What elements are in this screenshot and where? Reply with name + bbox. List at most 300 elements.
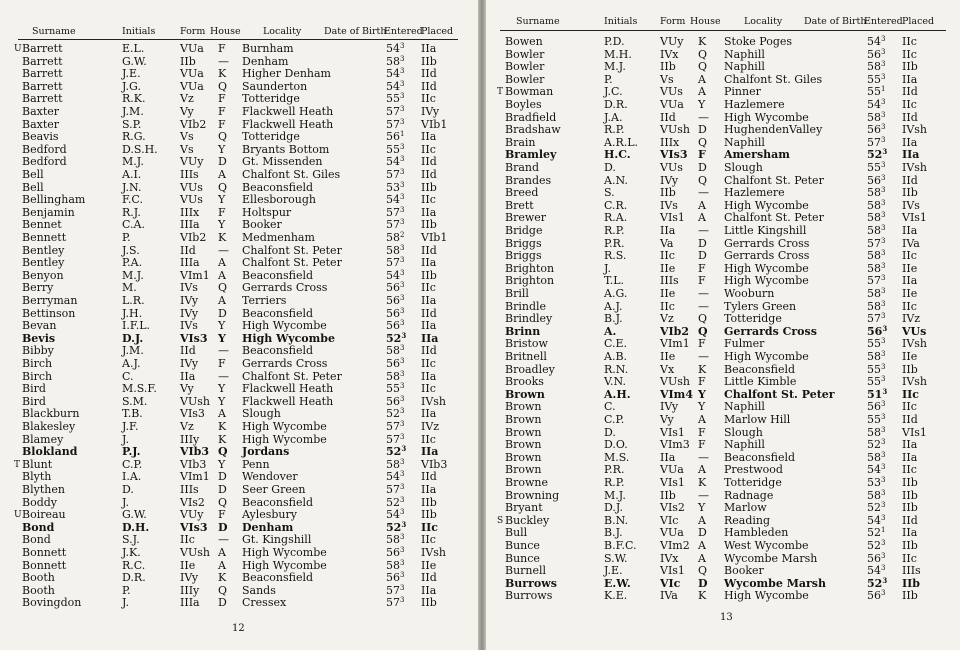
row-entered-term: 3 [881, 350, 886, 358]
row-initials: D.S.H. [122, 142, 158, 156]
register-row [486, 137, 960, 149]
row-surname: Berry [22, 281, 54, 295]
row-form: IVx [660, 551, 679, 565]
row-entered: $57^3$ [386, 117, 405, 131]
row-initials: J.M. [122, 105, 144, 118]
row-initials: R.J. [122, 205, 141, 219]
row-placed: IIIs [902, 564, 921, 578]
row-form: IId [660, 110, 676, 124]
row-surname: Brooks [505, 375, 544, 389]
row-house: Q [698, 564, 708, 578]
row-locality: Aylesbury [242, 508, 297, 522]
row-house: K [698, 35, 707, 48]
header-locality: Locality [263, 26, 302, 37]
row-house: F [698, 425, 706, 439]
row-entered-term: 3 [400, 168, 405, 176]
row-surname: Bramley [505, 148, 557, 162]
row-locality: Chalfont St. Peter [242, 256, 342, 270]
row-form: VIs2 [660, 501, 685, 515]
row-entered: $55^3$ [867, 362, 886, 376]
register-row [486, 238, 960, 250]
row-initials: J.G. [122, 79, 141, 93]
row-form: VIs1 [660, 425, 685, 439]
row-entered: $55^1$ [867, 85, 886, 99]
row-initials: D. [604, 425, 616, 439]
row-placed: IId [421, 243, 437, 257]
row-entered: $53^3$ [867, 476, 886, 489]
register-row [486, 301, 960, 313]
row-entered-term: 3 [881, 60, 886, 69]
row-locality: Flackwell Heath [242, 394, 334, 408]
register-row [486, 575, 960, 590]
row-entered: $54^3$ [867, 35, 886, 48]
row-entered-term: 3 [881, 161, 886, 169]
row-form: Vy [660, 413, 674, 426]
row-initials: P.R. [604, 236, 625, 250]
register-row [486, 401, 960, 413]
row-initials: C. [604, 400, 616, 414]
row-initials: E.L. [122, 42, 145, 55]
row-entered: $55^3$ [867, 337, 886, 351]
register-row [486, 112, 960, 124]
row-initials: M.J. [122, 155, 144, 169]
row-entered-term: 3 [881, 123, 886, 132]
row-locality: Prestwood [724, 463, 783, 477]
row-locality: Beaconsfield [242, 268, 314, 282]
row-entered: $58^3$ [386, 457, 405, 471]
register-row [486, 386, 960, 401]
register-row [0, 585, 478, 597]
row-house: F [218, 357, 226, 370]
row-locality: Flackwell Heath [242, 382, 334, 396]
row-surname: Baxter [22, 117, 60, 131]
row-surname: Brindley [505, 312, 553, 326]
row-form: IIIy [180, 432, 200, 446]
row-entered-term: 1 [881, 526, 886, 535]
row-entered-term: 3 [881, 173, 886, 182]
register-row [486, 351, 960, 363]
row-form: IIe [660, 350, 676, 363]
row-locality: Tylers Green [724, 299, 797, 313]
row-initials: R.G. [122, 130, 146, 144]
row-placed: IIa [902, 450, 918, 464]
row-initials: M.J. [604, 488, 626, 502]
row-entered: $58^3$ [867, 224, 886, 237]
row-initials: P.J. [122, 445, 141, 459]
row-locality: Marlow Hill [724, 413, 791, 426]
row-initials: R.A. [604, 211, 628, 225]
row-house: Q [698, 47, 708, 61]
row-entered: $52^3$ [867, 438, 886, 452]
row-house: D [698, 576, 708, 590]
row-placed: IIa [902, 72, 918, 86]
row-form: Vy [180, 382, 194, 396]
register-row [486, 49, 960, 61]
register-row [486, 149, 960, 161]
row-form: VUs [660, 85, 683, 99]
row-initials: P. [604, 72, 613, 86]
row-initials: B.J. [604, 312, 623, 326]
row-house: Y [698, 387, 706, 401]
row-placed: IId [421, 79, 437, 93]
row-locality: Amersham [724, 148, 790, 162]
row-locality: Penn [242, 457, 270, 471]
row-placed: IIa [902, 148, 920, 162]
row-initials: L.R. [122, 294, 145, 307]
row-entered-term: 3 [881, 450, 886, 459]
header-date-of-birth: Date of Birth [324, 26, 387, 37]
row-initials: R.P. [604, 224, 625, 237]
row-entered: $57^3$ [386, 205, 405, 219]
row-surname: Britnell [505, 350, 547, 363]
register-row [0, 345, 478, 357]
row-initials: S.P. [122, 117, 142, 131]
row-locality: Gerrards Cross [242, 281, 328, 295]
header-initials: Initials [122, 26, 156, 37]
row-house: A [698, 413, 706, 426]
row-entered-term: 3 [400, 382, 405, 391]
row-initials: M.S.F. [122, 382, 157, 396]
row-house: Y [218, 142, 226, 156]
row-placed: IIb [902, 362, 918, 376]
row-house: — [698, 488, 709, 502]
row-surname: Bowler [505, 72, 545, 86]
row-house: Y [698, 400, 706, 414]
row-entered: $54^3$ [386, 470, 405, 484]
row-entered-term: 3 [881, 438, 886, 447]
row-house: — [698, 450, 709, 464]
row-locality: Booker [242, 218, 282, 232]
row-house: — [698, 287, 709, 300]
row-entered: $57^3$ [867, 236, 886, 250]
row-entered: $56^3$ [867, 551, 886, 565]
register-row [486, 36, 960, 48]
row-house: Q [218, 180, 228, 194]
row-entered: $55^3$ [867, 72, 886, 86]
row-house: Y [218, 319, 226, 333]
row-locality: West Wycombe [724, 539, 809, 552]
row-entered-term: 3 [881, 501, 886, 510]
row-placed: IId [421, 155, 437, 169]
row-placed: IIc [902, 400, 917, 414]
register-row [486, 427, 960, 439]
row-placed: IIa [421, 331, 439, 345]
row-surname: Buckley [505, 513, 550, 527]
row-form: VUa [180, 67, 204, 81]
row-placed: IVsh [902, 123, 928, 137]
row-form: IIe [660, 261, 676, 275]
row-entered-term: 3 [400, 344, 405, 353]
row-form: IIIs [180, 483, 199, 496]
row-locality: Totteridge [242, 92, 300, 106]
row-initials: R.S. [604, 249, 627, 263]
row-entered: $56^1$ [386, 130, 405, 144]
row-house: D [218, 470, 227, 484]
row-surname: Breed [505, 186, 539, 200]
row-surname: Bird [22, 394, 46, 408]
register-row [0, 434, 478, 446]
register-row [0, 484, 478, 496]
row-surname: Benyon [22, 268, 64, 282]
row-surname: Bowman [505, 85, 554, 99]
row-initials: C.E. [604, 337, 628, 351]
row-locality: High Wycombe [724, 261, 809, 275]
row-entered-term: 3 [400, 432, 405, 441]
row-surname: Brett [505, 198, 534, 212]
row-house: A [218, 558, 226, 572]
row-initials: F.C. [122, 193, 143, 207]
row-house: A [698, 211, 706, 225]
row-form: IIc [660, 249, 675, 263]
row-surname: Brindle [505, 299, 547, 313]
row-house: D [698, 236, 707, 250]
row-form: Va [660, 236, 674, 250]
row-placed: IIc [421, 432, 436, 446]
row-locality: Chalfont St. Peter [242, 243, 342, 257]
row-initials: S. [604, 186, 615, 200]
left-page [0, 0, 478, 650]
row-locality: Radnage [724, 488, 774, 502]
row-surname: Burrows [505, 576, 557, 590]
row-house: A [698, 85, 706, 99]
register-row [486, 553, 960, 565]
row-placed: IIc [421, 357, 436, 370]
register-row [486, 452, 960, 464]
row-initials: R.N. [604, 362, 629, 376]
row-placed: IIb [421, 54, 437, 68]
row-entered: $52^3$ [867, 575, 888, 590]
row-placed: IIa [421, 130, 437, 144]
register-row [486, 414, 960, 426]
row-form: IVy [180, 306, 199, 320]
row-form: VUy [180, 155, 204, 169]
row-surname: Barrett [22, 79, 63, 93]
row-house: A [698, 551, 706, 565]
row-initials: A.N. [604, 173, 628, 187]
row-locality: Chalfont St. Peter [724, 211, 824, 225]
row-locality: Medmenham [242, 231, 315, 244]
row-entered-term: 1 [881, 85, 886, 94]
row-house: A [698, 463, 706, 477]
row-locality: Denham [242, 520, 294, 534]
row-entered: $56^3$ [386, 394, 405, 408]
row-form: IVs [660, 198, 678, 212]
row-entered: $55^3$ [867, 375, 886, 389]
register-row [0, 245, 478, 257]
register-row [486, 162, 960, 174]
row-locality: High Wycombe [724, 274, 809, 288]
row-form: VIb2 [180, 117, 207, 131]
row-locality: Beaconsfield [242, 180, 314, 194]
row-locality: Flackwell Heath [242, 105, 334, 118]
row-placed: IIb [421, 268, 437, 282]
row-surname: Bennet [22, 218, 62, 232]
row-placed: IIa [902, 135, 918, 149]
row-house: F [698, 148, 706, 162]
row-form: Vz [660, 312, 674, 326]
row-surname: Burnell [505, 564, 547, 578]
row-locality: Naphill [724, 135, 765, 149]
row-entered: $56^3$ [386, 281, 405, 295]
row-form: Vs [180, 142, 194, 156]
row-entered: $58^3$ [867, 350, 886, 363]
row-entered-term: 3 [881, 261, 886, 270]
register-row [0, 471, 478, 483]
header-date-of-birth: Date of Birth [804, 16, 867, 27]
row-placed: IIa [421, 256, 437, 270]
row-entered: $58^3$ [867, 425, 886, 439]
row-entered: $57^3$ [386, 483, 405, 496]
row-initials: G.W. [122, 54, 147, 68]
row-form: IIb [660, 60, 676, 74]
header-form: Form [180, 26, 206, 37]
row-form: VIb3 [180, 445, 210, 459]
register-row [486, 590, 960, 602]
row-house: — [218, 369, 229, 383]
row-form: VIb2 [180, 231, 207, 244]
row-placed: IVsh [421, 394, 447, 408]
row-entered-term: 3 [881, 488, 886, 497]
register-row [0, 519, 478, 534]
row-entered-term: 3 [882, 147, 888, 157]
row-surname: Baxter [22, 105, 60, 118]
register-row [0, 421, 478, 433]
row-placed: IId [421, 306, 437, 320]
row-placed: IId [421, 168, 437, 181]
row-entered: $54^3$ [386, 268, 405, 282]
row-surname: Brandes [505, 173, 552, 187]
register-row [486, 275, 960, 287]
row-form: VIm4 [660, 387, 693, 401]
row-surname: Blokland [22, 445, 78, 459]
row-entered-term: 3 [882, 575, 888, 585]
row-entered: $55^3$ [386, 382, 405, 396]
row-form: VUs [660, 161, 683, 174]
row-locality: Hazlemere [724, 186, 785, 200]
row-initials: J.F. [122, 420, 139, 433]
row-placed: IIc [421, 533, 436, 547]
row-locality: High Wycombe [724, 589, 809, 603]
row-form: IVy [660, 400, 679, 414]
register-row [486, 99, 960, 111]
row-surname: Brain [505, 135, 536, 149]
row-house: K [218, 67, 227, 81]
row-house: A [218, 268, 226, 282]
register-row [486, 323, 960, 338]
row-placed: IIa [421, 483, 437, 496]
row-initials: P.A. [122, 256, 143, 270]
row-form: VIs2 [180, 495, 205, 509]
row-placed: IIe [421, 558, 437, 572]
row-entered-term: 3 [400, 470, 405, 479]
row-placed: IId [902, 513, 918, 527]
register-row [486, 338, 960, 350]
register-row [0, 446, 478, 458]
row-placed: IIc [421, 92, 436, 106]
register-row [486, 187, 960, 199]
row-placed: IIb [902, 488, 918, 502]
row-form: Vs [180, 130, 194, 144]
row-form: IIIa [180, 256, 200, 270]
row-entered-term: 3 [881, 425, 886, 434]
row-surname: Bonnett [22, 546, 67, 559]
row-placed: IIc [902, 551, 917, 565]
row-placed: VIb1 [421, 231, 448, 244]
row-form: IVs [180, 319, 198, 333]
row-placed: IVz [421, 420, 440, 433]
row-entered-term: 3 [400, 533, 405, 542]
row-house: K [698, 476, 707, 489]
row-house: Q [218, 495, 228, 509]
row-locality: High Wycombe [242, 331, 335, 345]
row-initials: J.S. [122, 243, 140, 257]
row-initials: C.R. [604, 198, 628, 212]
row-entered-term: 3 [400, 508, 405, 517]
row-surname: Brown [505, 425, 542, 439]
row-house: Y [218, 457, 226, 471]
row-entered-term: 3 [400, 105, 405, 113]
row-locality: Slough [724, 161, 763, 174]
row-placed: IId [902, 173, 918, 187]
row-house: K [698, 589, 707, 603]
row-form: VUsh [660, 123, 690, 137]
row-marker: S [497, 515, 504, 526]
row-entered-term: 3 [881, 274, 886, 283]
row-form: IVy [180, 294, 199, 307]
row-placed: VIs1 [902, 211, 927, 225]
row-entered-term: 3 [400, 457, 405, 466]
row-initials: J.A. [604, 110, 623, 124]
row-entered-term: 3 [881, 287, 886, 295]
row-form: Vz [180, 420, 194, 433]
row-surname: Bell [22, 168, 44, 181]
register-row [0, 131, 478, 143]
row-entered-term: 3 [881, 513, 886, 522]
row-form: IIIs [660, 274, 679, 288]
row-initials: J.N. [122, 180, 142, 194]
register-row [0, 396, 478, 408]
row-placed: IIb [421, 495, 437, 509]
row-placed: IIc [421, 193, 436, 207]
row-locality: Totteridge [724, 312, 782, 326]
row-placed: IIc [902, 249, 917, 263]
row-house: Q [218, 79, 228, 93]
row-house: D [698, 249, 707, 263]
row-form: IVx [660, 47, 679, 61]
row-surname: Booth [22, 583, 55, 597]
row-entered: $56^3$ [867, 123, 886, 137]
row-entered: $56^3$ [867, 400, 886, 414]
row-locality: Denham [242, 54, 289, 68]
row-placed: IId [421, 470, 437, 484]
row-locality: Beaconsfield [724, 362, 796, 376]
row-entered-term: 3 [400, 369, 405, 378]
register-row [0, 371, 478, 383]
row-entered-term: 3 [881, 312, 886, 321]
row-locality: Beaconsfield [242, 571, 314, 585]
row-initials: A. [604, 324, 617, 338]
row-locality: Gerrards Cross [724, 236, 810, 250]
register-row [0, 232, 478, 244]
row-initials: M.J. [604, 60, 626, 74]
row-marker: T [14, 459, 21, 470]
row-house: D [698, 526, 707, 540]
register-row [0, 81, 478, 93]
row-form: IIb [660, 488, 676, 502]
register-row [0, 459, 478, 471]
row-house: F [698, 274, 706, 288]
row-surname: Bibby [22, 344, 54, 358]
